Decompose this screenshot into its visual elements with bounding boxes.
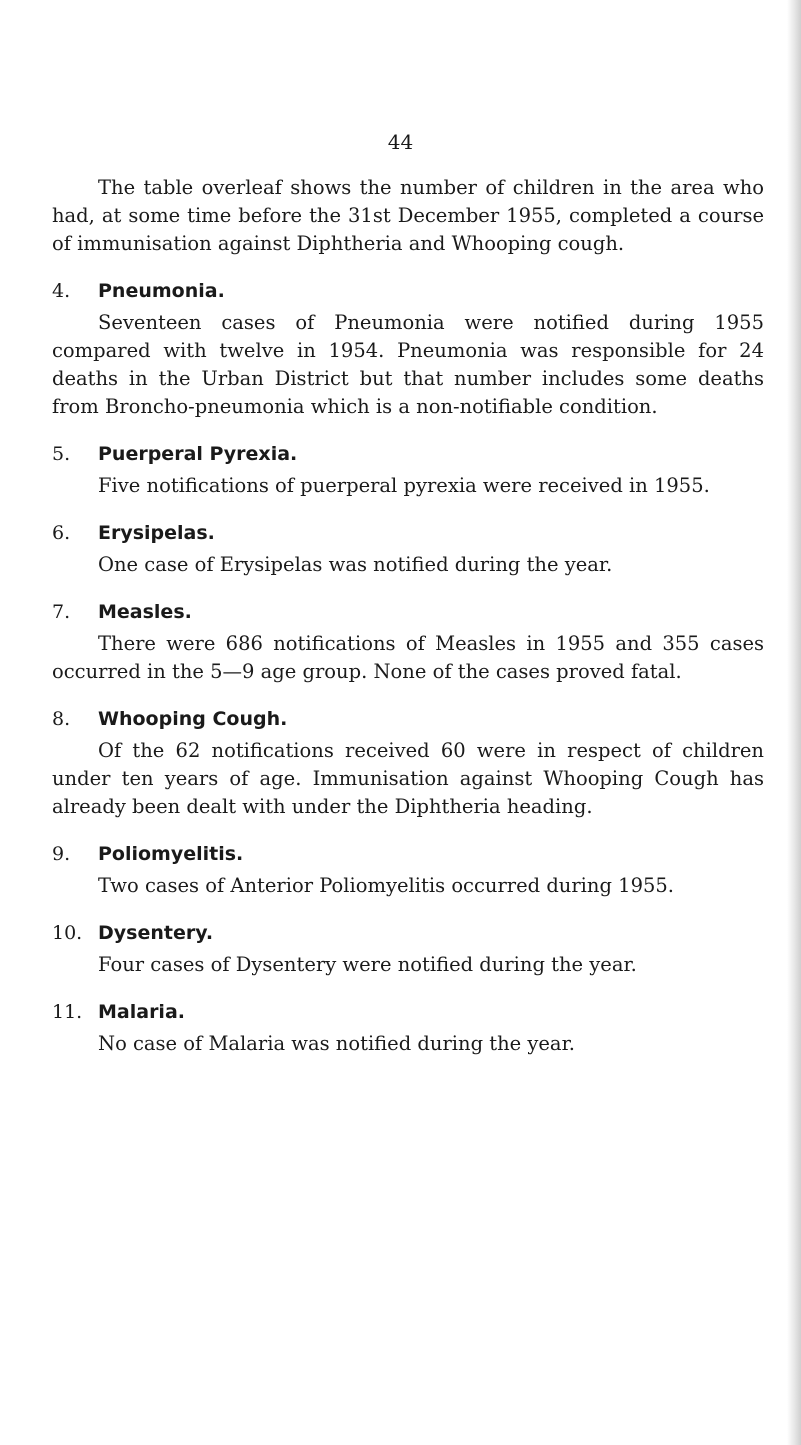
document-body (52, 174, 764, 1058)
section-heading (52, 705, 764, 733)
section-text: Four cases of Dysentery were notified during the year. (98, 953, 637, 976)
section-number: 6. (52, 522, 71, 544)
section-whooping-cough (52, 705, 764, 821)
section-heading (52, 440, 764, 468)
section-number: 10. (52, 922, 83, 944)
section-title: Puerperal Pyrexia. (98, 443, 298, 465)
section-measles (52, 598, 764, 686)
section-heading (52, 598, 764, 626)
section-text: Seventeen cases of Pneumonia were notified during 1955 compared with twelve in 1954. Pneumonia was responsible for 24 deaths in the Urban District but that number includes some deaths from Broncho-pneumonia which is a non-notifiable condition. (52, 311, 764, 418)
page-number: 44 (387, 130, 414, 154)
section-poliomyelitis (52, 840, 764, 900)
page-edge-shadow (787, 0, 801, 1445)
section-title: Poliomyelitis. (98, 843, 244, 865)
section-text: Of the 62 notifications received 60 were in respect of children under ten years of age. Immunisation against Whooping Cough has already been dealt with under the Diphtheria heading. (52, 739, 764, 818)
section-title: Whooping Cough. (98, 708, 288, 730)
section-text: One case of Erysipelas was notified during the year. (98, 553, 613, 576)
section-malaria (52, 998, 764, 1058)
section-heading (52, 998, 764, 1026)
section-text: Two cases of Anterior Poliomyelitis occurred during 1955. (98, 874, 674, 897)
section-text: Five notifications of puerperal pyrexia were received in 1955. (98, 474, 710, 497)
section-number: 11. (52, 1001, 83, 1023)
section-heading (52, 519, 764, 547)
section-number: 9. (52, 843, 71, 865)
section-heading (52, 919, 764, 947)
section-title: Measles. (98, 601, 192, 623)
section-text: There were 686 notifications of Measles in 1955 and 355 cases occurred in the 5—9 age group. None of the cases proved fatal. (52, 632, 764, 683)
section-title: Dysentery. (98, 922, 214, 944)
section-number: 7. (52, 601, 71, 623)
section-dysentery (52, 919, 764, 979)
section-text: No case of Malaria was notified during the year. (98, 1032, 575, 1055)
section-erysipelas (52, 519, 764, 579)
section-number: 5. (52, 443, 71, 465)
section-title: Pneumonia. (98, 280, 225, 302)
section-title: Erysipelas. (98, 522, 215, 544)
section-puerperal-pyrexia (52, 440, 764, 500)
section-pneumonia (52, 277, 764, 421)
section-heading (52, 840, 764, 868)
section-number: 8. (52, 708, 71, 730)
section-title: Malaria. (98, 1001, 185, 1023)
section-heading (52, 277, 764, 305)
section-number: 4. (52, 280, 71, 302)
intro-paragraph: The table overleaf shows the number of children in the area who had, at some time before the 31st December 1955, completed a course of immunisation against Diphtheria and Whooping cough. (52, 176, 764, 255)
